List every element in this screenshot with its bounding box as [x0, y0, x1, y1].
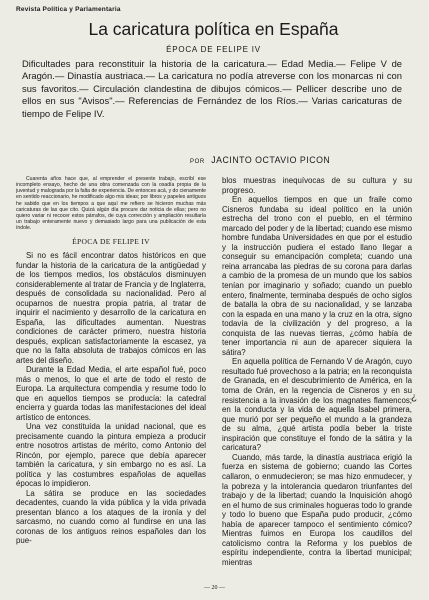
publication-header: Revista Política y Parlamentaria: [16, 6, 121, 13]
intro-paragraph: Cuarenta años hace que, al emprender el presente trabajo, escribí ese incompleto ensayo, hecho de una obra comenzada con la osadía propia de la juventud y malograda por la falta de experiencia. De entonces acá, y do cienamente en sentido reaccionario, he modificado algo mis ideas; por libros y papeles antiguos he sabido que en los tiempos a que aquí me refiero se hicieron muchas más caricaturas de las que cito. Quizá algún día procure dar noticia de ellas; pero no quiero variar ni recocer estos párrafos, de cuya corrección y ampliación resultaría un trabajo enteramente nuevo y demasiado largo para una publicación de esta índole.: [16, 176, 206, 232]
left-column: [16, 176, 206, 546]
body-paragraph: La sátira se produce en las sociedades decadentes, cuando la vida pública y la vida privada presentan blanco a los ataques de la ironía y del sarcasmo, no cuando como al fundirse en una las coronas de los antiguos reinos españoles dan los pue-: [16, 488, 206, 546]
article-subtitle: ÉPOCA DE FELIPE IV: [166, 45, 261, 54]
body-paragraph: Cuando, más tarde, la dinastía austriaca erigió la fuerza en sistema de gobierno; cuando las Cortes callaron, o enmudecieron; se mas hizo enmudecer, y la pobreza y la intolerancia quedaron triunfantes del trabajo y de la libertad; cuando la Inquisición ahogó en el humo de sus criminales hogueras todo lo grande y todo lo bueno que España pudo producir, ¿cómo había de aparecer tampoco el sentimiento cómico? Mientras fuimos en Europa los caudillos del catolicismo contra la Reforma y los pueblos de espíritu independiente, contra la libertad municipal; mientras: [222, 452, 412, 567]
body-paragraph: blos muestras inequívocas de su cultura y su progreso.: [222, 176, 412, 195]
page-number: — 20 —: [204, 585, 225, 591]
right-body: [222, 176, 412, 567]
byline: [190, 155, 412, 165]
left-body: [16, 251, 206, 546]
intro-note: [16, 176, 206, 231]
author-name: JACINTO OCTAVIO PICON: [211, 155, 331, 165]
marginal-mark: ¿: [411, 392, 418, 403]
body-paragraph: En aquella política de Fernando V de Aragón, cuyo resultado fué provechoso a la patria; en la reconquista de Granada, en el descubrimiento de América, en la toma de Orán, en la regencia de Cisneros y en su resistencia a la invasión de los magnates flamencos; en la conducta y la vida de aquella Isabel primera, que murió por ser pequeño el mundo a la grandeza de su alma, ¿qué artista podía beber la triste inspiración que constituye el fondo de la sátira y la caricatura?: [222, 357, 412, 453]
byline-prefix: POR: [190, 159, 205, 165]
section-heading: ÉPOCA DE FELIPE IV: [72, 237, 150, 247]
article-summary: Dificultades para reconstituir la historia de la caricatura.— Edad Media.— Felipe V de Aragón.— Dinastía austriaca.— La caricatura no podía atreverse con los monarcas ni con sus favoritos.— Circulación clandestina de dibujos cómicos.— Pellicer describe uno de ellos en sus "Avisos".— Referencias de Fernández de los Ríos.— Varias caricaturas de tiempo de Felipe IV.: [22, 58, 402, 119]
body-paragraph: Si no es fácil encontrar datos históricos en que fundar la historia de la caricatura de la antigüedad y de los tiempos medios, los obstáculos disminuyen considerablemente al tratar de Francia y de Inglaterra, después de consolidada su nacionalidad. Pero al ocuparnos de nuestra propia patria, al tratar de inquirir el nacimiento y desarrollo de la caricatura en España, las dificultades aumentan. Nuestras condiciones de carácter primero, nuestra historia después, explican satisfactoriamente la escasez, ya que no la falta absoluta de trabajos cómicos en las artes del diseño.: [16, 251, 206, 365]
body-paragraph: Una vez constituída la unidad nacional, que es precisamente cuando la pintura empieza a producir entre nosotros artistas de mérito, como Antonio del Rincón, por ejemplo, parece que debía aparecer también la caricatura, y sin embargo no es así. La política y las costumbres españolas de aquellas épocas lo impidieron.: [16, 422, 206, 489]
body-paragraph: Durante la Edad Media, el arte español fué, poco más o menos, lo que el arte de todo el resto de Europa. La arquitectura compendia y resume todo lo que en aquellos tiempos se producía: la catedral encierra y guarda todas las manifestaciones del ideal artístico de entonces.: [16, 365, 206, 422]
right-column: [222, 176, 412, 567]
body-paragraph: En aquellos tiempos en que un fraile como Cisneros fundaba su ideal político en la unión estrecha del trono con el pueblo, en el término marcado del poder y de la libertad; cuando ese mismo hombre fundaba Universidades en que por el estudio y la instrucción pudiera el estado llano llegar a conseguir su emancipación completa; cuando una reina arrancaba las piedras de su corona para darlas a cambio de la promesa de un mundo que los sabios tenían por imaginario y soñado; cuando un pueblo entero, finalmente, terminaba después de ocho siglos de batalla la obra de su nacionalidad, y se lanzaba con la espada en una mano y la cruz en la otra, signo todavía de la civilización y del progreso, a la conquista de las nuevas tierras, ¿cómo había de tener importancia ni aun de aparecer siquiera la sátira?: [222, 195, 412, 357]
article-title: La caricatura política en España: [88, 19, 339, 39]
